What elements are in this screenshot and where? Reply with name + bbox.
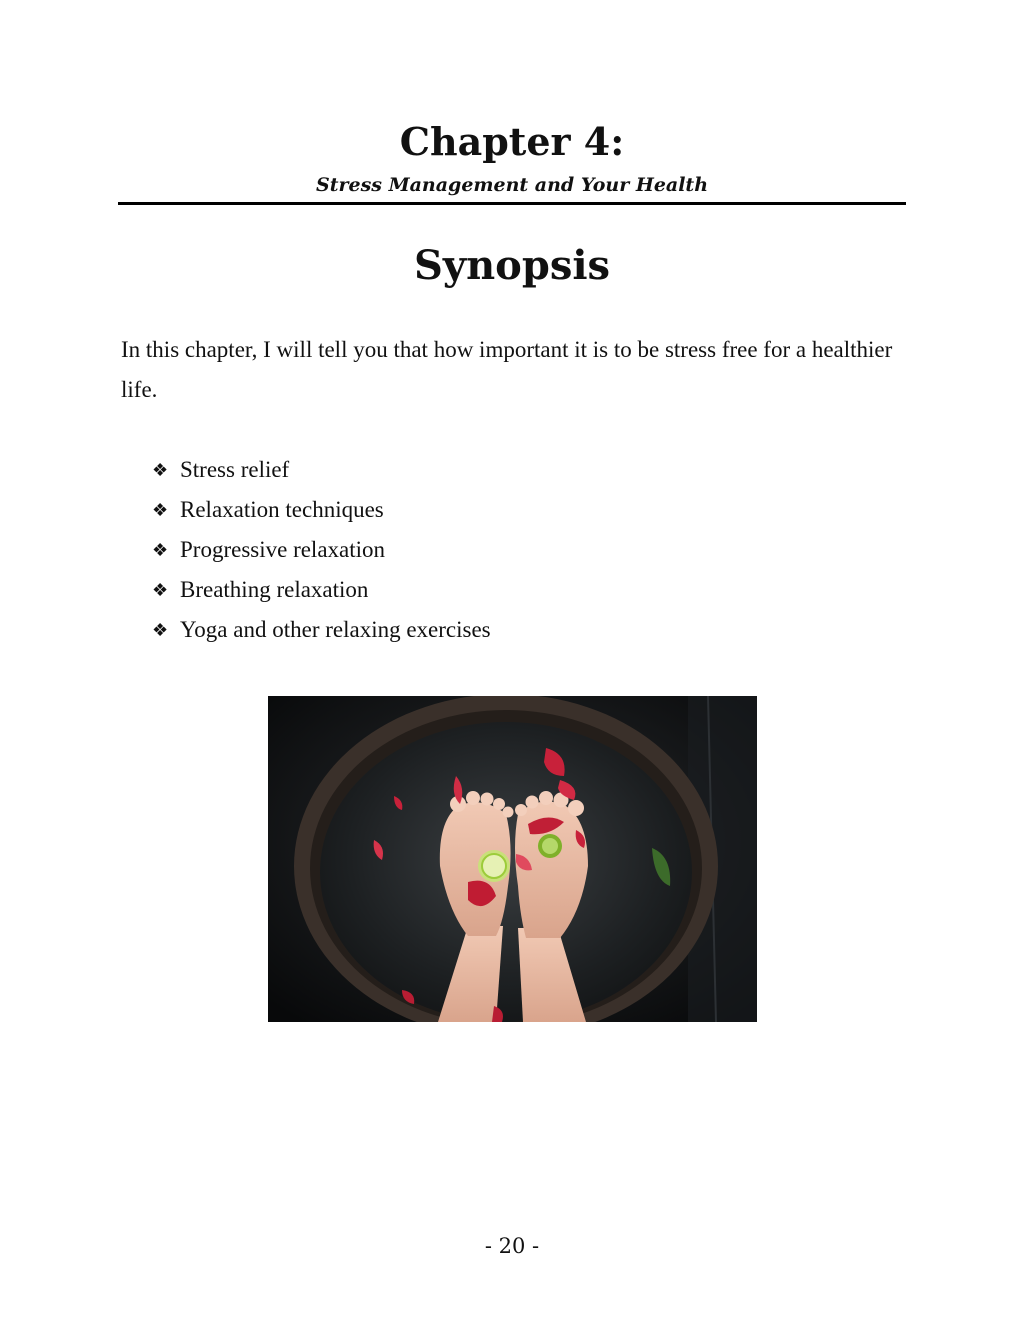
section-title: Synopsis	[413, 242, 611, 289]
list-item-label: Relaxation techniques	[180, 497, 384, 522]
page-number: - 20 -	[484, 1234, 540, 1258]
diamond-bullet-icon: ❖	[152, 580, 169, 600]
list-item	[152, 450, 491, 490]
chapter-title: Chapter 4:	[399, 119, 625, 164]
diamond-bullet-icon: ❖	[152, 460, 169, 480]
chapter-subtitle: Stress Management and Your Health	[315, 174, 709, 196]
list-item-label: Stress relief	[180, 457, 290, 482]
diamond-bullet-icon: ❖	[152, 620, 169, 640]
list-item-label: Progressive relaxation	[180, 537, 386, 562]
list-item	[152, 570, 491, 610]
list-item	[152, 610, 491, 650]
diamond-bullet-icon: ❖	[152, 540, 169, 560]
diamond-bullet-icon: ❖	[152, 500, 169, 520]
list-item-label: Breathing relaxation	[180, 577, 369, 602]
header-rule	[118, 202, 906, 205]
list-item	[152, 530, 491, 570]
list-item-label: Yoga and other relaxing exercises	[180, 617, 491, 642]
topic-list	[152, 450, 491, 650]
synopsis-paragraph: In this chapter, I will tell you that how important it is to be stress free for a healthier life.	[121, 337, 893, 402]
foot-bath-photo	[268, 696, 757, 1022]
list-item	[152, 490, 491, 530]
